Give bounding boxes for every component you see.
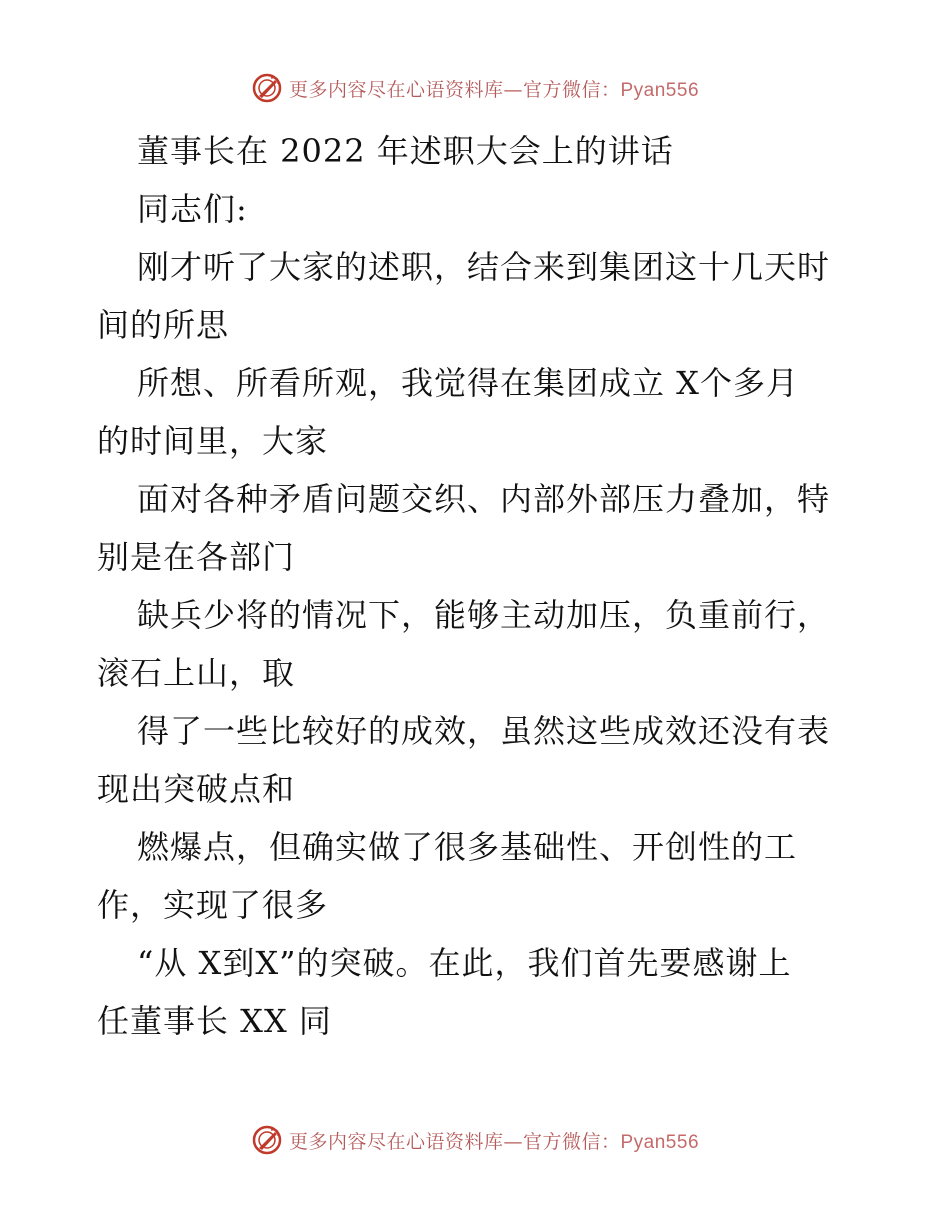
salutation: 同志们: <box>137 190 248 228</box>
header-dash: — <box>503 78 523 101</box>
footer-banner <box>0 1120 950 1160</box>
footer-text <box>289 1127 699 1154</box>
paragraph-line: 所想、所看所观，我觉得在集团成立 X个多月 <box>137 364 799 402</box>
header-wechat-handle: Pyan556 <box>620 79 700 101</box>
footer-dash: — <box>503 1130 523 1153</box>
quill-logo-icon <box>251 72 283 104</box>
paragraph-line: 现出突破点和 <box>97 770 296 808</box>
paragraph-line: 得了一些比较好的成效，虽然这些成效还没有表 <box>137 712 831 750</box>
header-brand-text: 更多内容尽在心语资料库 <box>288 78 504 101</box>
document-body <box>97 122 857 1050</box>
paragraph-line: 滚石上山，取 <box>97 654 296 692</box>
footer-brand-text: 更多内容尽在心语资料库 <box>288 1130 504 1153</box>
quill-logo-icon <box>251 1124 283 1156</box>
paragraph-line: 面对各种矛盾问题交织、内部外部压力叠加，特 <box>137 480 831 518</box>
paragraph-line: 燃爆点，但确实做了很多基础性、开创性的工 <box>137 828 798 866</box>
paragraph-line: “从 X到X”的突破。在此，我们首先要感谢上 <box>137 944 792 982</box>
footer-wechat-handle: Pyan556 <box>620 1131 700 1153</box>
paragraph-line: 任董事长 XX 同 <box>97 1002 332 1040</box>
paragraph-line: 的时间里，大家 <box>97 422 329 460</box>
footer-wechat-label: 官方微信： <box>522 1130 621 1153</box>
paragraph-line: 作，实现了很多 <box>97 886 329 924</box>
header-text <box>289 75 699 102</box>
header-banner <box>0 68 950 108</box>
document-title: 董事长在 2022 年述职大会上的讲话 <box>137 132 674 170</box>
paragraph-line: 缺兵少将的情况下，能够主动加压，负重前行， <box>137 596 831 634</box>
paragraph-line: 别是在各部门 <box>97 538 296 576</box>
paragraph-line: 刚才听了大家的述职，结合来到集团这十几天时 <box>137 248 831 286</box>
paragraph-line: 间的所思 <box>97 306 230 344</box>
header-wechat-label: 官方微信： <box>522 78 621 101</box>
